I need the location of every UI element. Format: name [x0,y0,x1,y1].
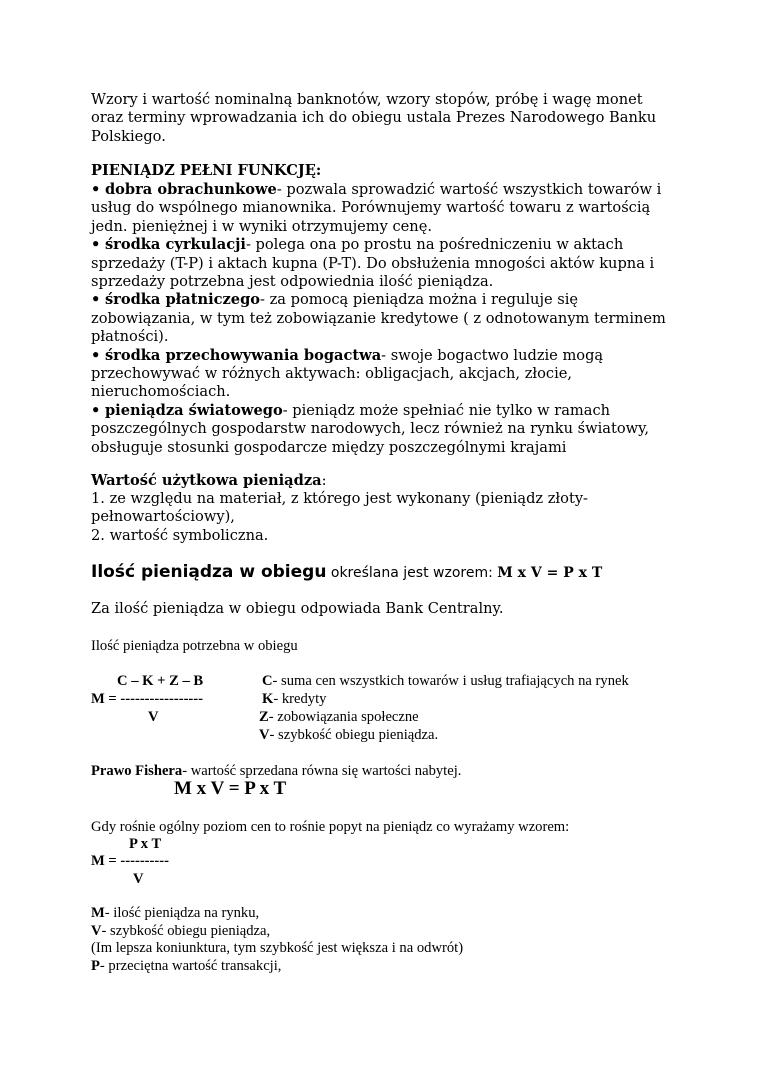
formula-lhs: M = ----------------- [91,691,204,707]
bullet-icon: • [91,346,101,364]
definition-row: P- przeciętna wartość transakcji, [91,957,282,974]
fisher-text: - wartość sprzedana równa się wartości nabytej. [182,763,462,779]
functions-list [91,181,671,457]
intro-line-1: Wzory i wartość nominalną banknotów, wzory stopów, próbę i wagę monet [91,91,643,108]
function-text: obsługuje stosunki gospodarcze między poszczególnymi krajami [91,438,567,456]
intro-paragraph [91,91,671,146]
function-item [91,347,671,402]
function-text: - swoje bogactwo ludzie mogą [381,346,604,364]
function-text: - pieniądz może spełniać nie tylko w ramach [282,401,611,419]
quantity-title: Ilość pieniądza w obiegu [91,562,327,582]
function-text: - pozwala sprowadzić wartość wszystkich towarów i [276,181,662,198]
functions-heading: PIENIĄDZ PEŁNI FUNKCJĘ: [91,162,322,179]
function-term: środka przechowywania bogactwa [104,346,382,364]
demand-denominator: V [133,871,144,887]
intro-line-3: Polskiego. [91,127,166,145]
function-term: pieniądza światowego [104,401,283,419]
function-text: płatności). [91,328,169,346]
legend-row: K- kredyty [262,691,327,707]
function-text: - za pomocą pieniądza można i reguluje się [260,291,579,309]
legend-row: V- szybkość obiegu pieniądza. [259,727,439,743]
definition-row: V- szybkość obiegu pieniądza, [91,922,271,939]
quantity-formula: M x V = P x T [497,565,603,581]
use-value-item: 2. wartość symboliczna. [91,526,269,544]
definitions-list [91,905,671,975]
function-term: środka cyrkulacji [104,236,246,254]
function-text: przechowywać w różnych aktywach: obligacjach, akcjach, złocie, [91,365,573,383]
function-item [91,291,671,346]
use-value-heading: Wartość użytkowa pieniądza: [91,472,327,489]
function-text: nieruchomościach. [91,383,231,401]
use-value-list [91,490,671,545]
quantity-rest: określana jest wzorem: [326,565,498,581]
function-item [91,236,671,291]
needed-text: Ilość pieniądza potrzebna w obiegu [91,638,298,654]
function-term: środka płatniczego [104,291,261,309]
function-text: poszczególnych gospodarstw narodowych, lecz również na rynku światowy, [91,420,650,438]
demand-text: Gdy rośnie ogólny poziom cen to rośnie popyt na pieniądz co wyrażamy wzorem: [91,819,570,835]
fisher-term: Prawo Fishera [91,763,183,779]
function-text: - polega ona po prostu na pośredniczeniu w aktach [245,236,624,254]
intro-line-2: oraz terminy wprowadzania ich do obiegu ustala Prezes Narodowego Banku [91,109,657,127]
legend-row: Z- zobowiązania społeczne [259,709,419,725]
function-term: dobra obrachunkowe [104,181,277,198]
fisher-formula: M x V = P x T [174,778,287,799]
use-value-item: 1. ze względu na materiał, z którego jest wykonany (pieniądz złoty- [91,490,588,507]
definition-row: (Im lepsza koniunktura, tym szybkość jest większa i na odwrót) [91,940,464,957]
bullet-icon: • [91,291,101,309]
use-value-item: pełnowartościowy), [91,508,235,526]
function-text: sprzedaży potrzebna jest odpowiednia ilość pieniądza. [91,273,494,291]
function-item [91,402,671,457]
function-text: zobowiązania, w tym też zobowiązanie kredytowe ( z odnotowanym terminem [91,309,666,327]
function-text: jedn. pieniężnej i w wyniki otrzymujemy cenę. [91,217,432,235]
function-item [91,181,671,236]
bullet-icon: • [91,181,101,198]
intro-line [91,91,671,109]
function-text: sprzedaży (T-P) i aktach kupna (P-T). Do obsłużenia mnogości aktów kupna i [91,254,655,272]
definition-row: M- ilość pieniądza na rynku, [91,905,260,921]
formula-denominator: V [148,709,159,725]
central-bank-text: Za ilość pieniądza w obiegu odpowiada Bank Centralny. [91,600,504,617]
legend-row: C- suma cen wszystkich towarów i usług trafiających na rynek [262,673,629,689]
quantity-heading [91,562,602,582]
bullet-icon: • [91,236,101,254]
demand-lhs: M = ---------- [91,853,169,869]
demand-numerator: P x T [129,836,162,852]
function-text: usług do wspólnego mianownika. Porównujemy wartość towaru z wartością [91,199,651,217]
formula-numerator: C – K + Z – B [117,673,204,689]
bullet-icon: • [91,401,101,419]
